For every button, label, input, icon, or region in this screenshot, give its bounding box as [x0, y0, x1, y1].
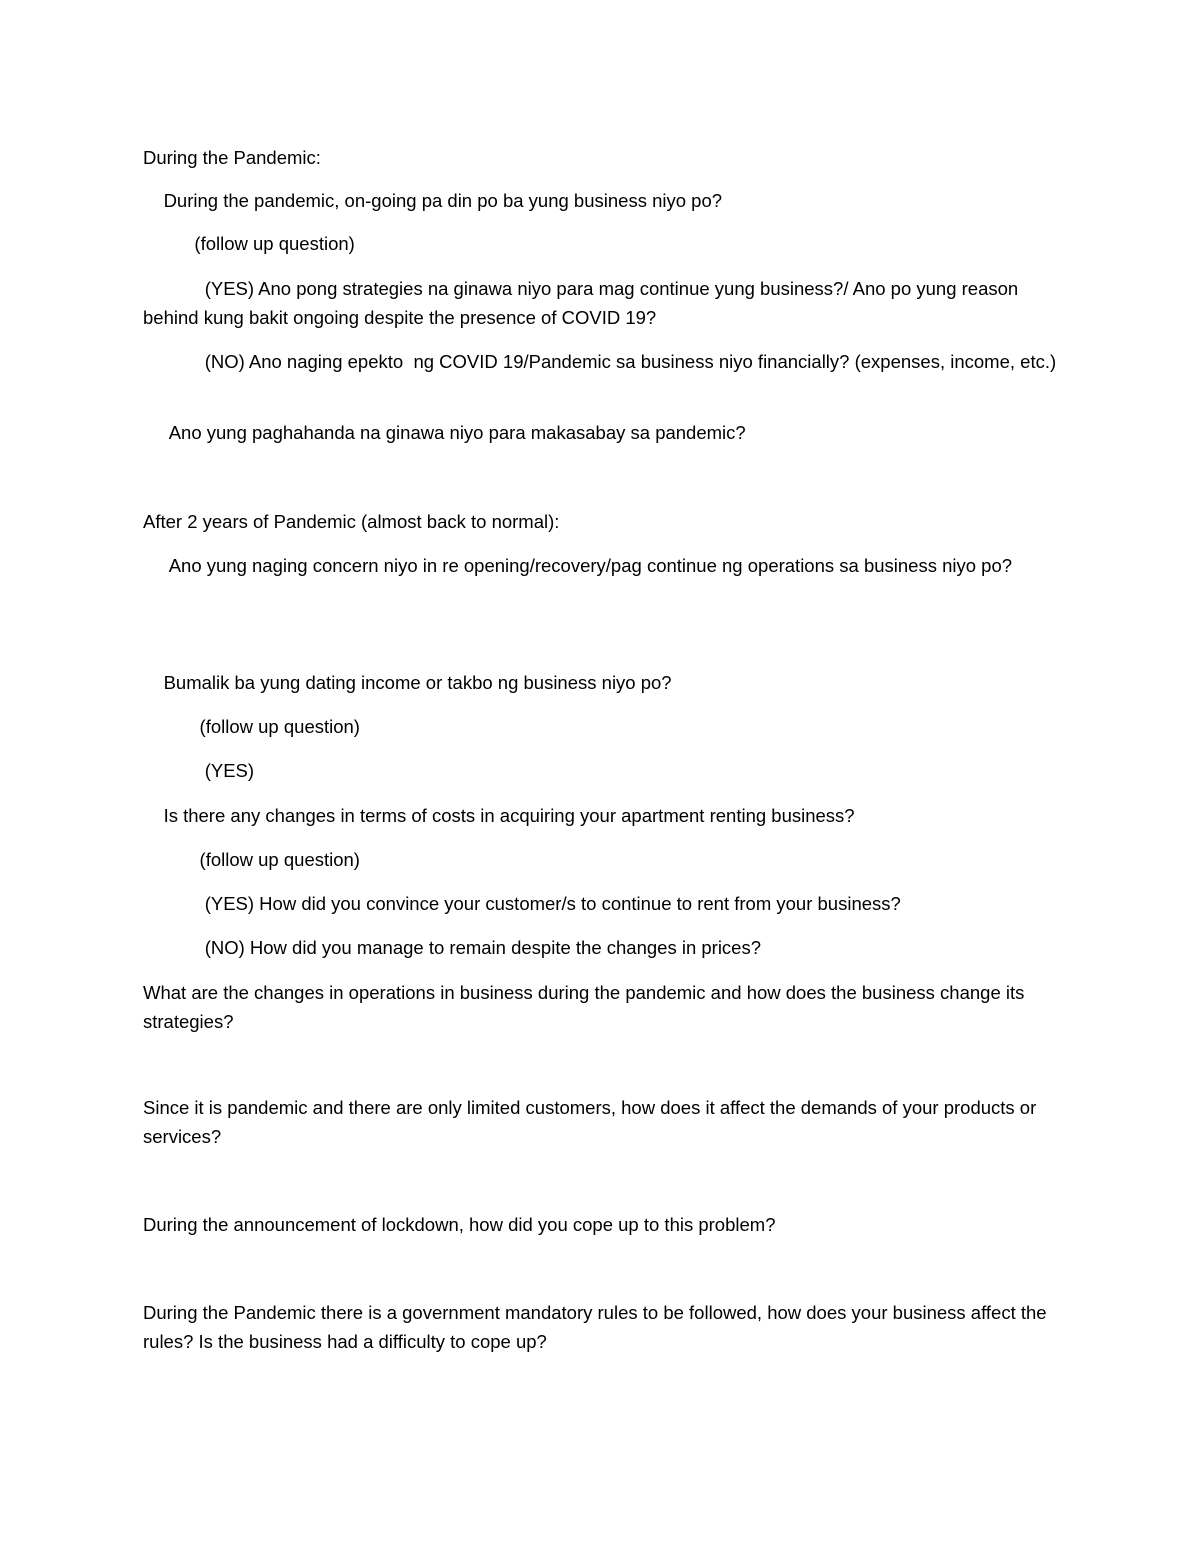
question-government-rules: During the Pandemic there is a government mandatory rules to be followed, how does your business affect the rules? Is the business had a difficulty to cope up? [143, 1302, 1052, 1352]
question-concerns-reopening: Ano yung naging concern niyo in re opening/recovery/pag continue ng operations sa business niyo po? [143, 555, 1013, 576]
section-heading-during-pandemic: During the Pandemic: [143, 147, 321, 168]
section-heading-after-pandemic: After 2 years of Pandemic (almost back to normal): [143, 511, 560, 532]
question-no-effects: (NO) Ano naging epekto ng COVID 19/Pandemic sa business niyo financially? (expenses, income, etc.) [143, 351, 1057, 372]
follow-up-label: (follow up question) [143, 716, 360, 737]
follow-up-label: (follow up question) [143, 233, 355, 254]
question-cost-changes: Is there any changes in terms of costs in acquiring your apartment renting business? [143, 805, 855, 826]
question-no-remain: (NO) How did you manage to remain despite the changes in prices? [143, 937, 762, 958]
question-ongoing-business: During the pandemic, on-going pa din po ba yung business niyo po? [143, 190, 723, 211]
question-yes-convince-customers: (YES) How did you convince your customer/s to continue to rent from your business? [143, 893, 901, 914]
question-limited-customers: Since it is pandemic and there are only limited customers, how does it affect the demands of your products or services? [143, 1097, 1042, 1147]
question-preparation: Ano yung paghahanda na ginawa niyo para makasabay sa pandemic? [143, 422, 746, 443]
question-lockdown-coping: During the announcement of lockdown, how did you cope up to this problem? [143, 1214, 776, 1235]
follow-up-label: (follow up question) [143, 849, 360, 870]
question-income-return: Bumalik ba yung dating income or takbo ng business niyo po? [143, 672, 672, 693]
question-yes-strategies: (YES) Ano pong strategies na ginawa niyo para mag continue yung business?/ Ano po yung reason behind kung bakit ongoing despite the presence of COVID 19? [143, 278, 1024, 328]
question-operations-changes: What are the changes in operations in business during the pandemic and how does the business change its strategies? [143, 982, 1030, 1032]
answer-yes-label: (YES) [143, 760, 255, 781]
